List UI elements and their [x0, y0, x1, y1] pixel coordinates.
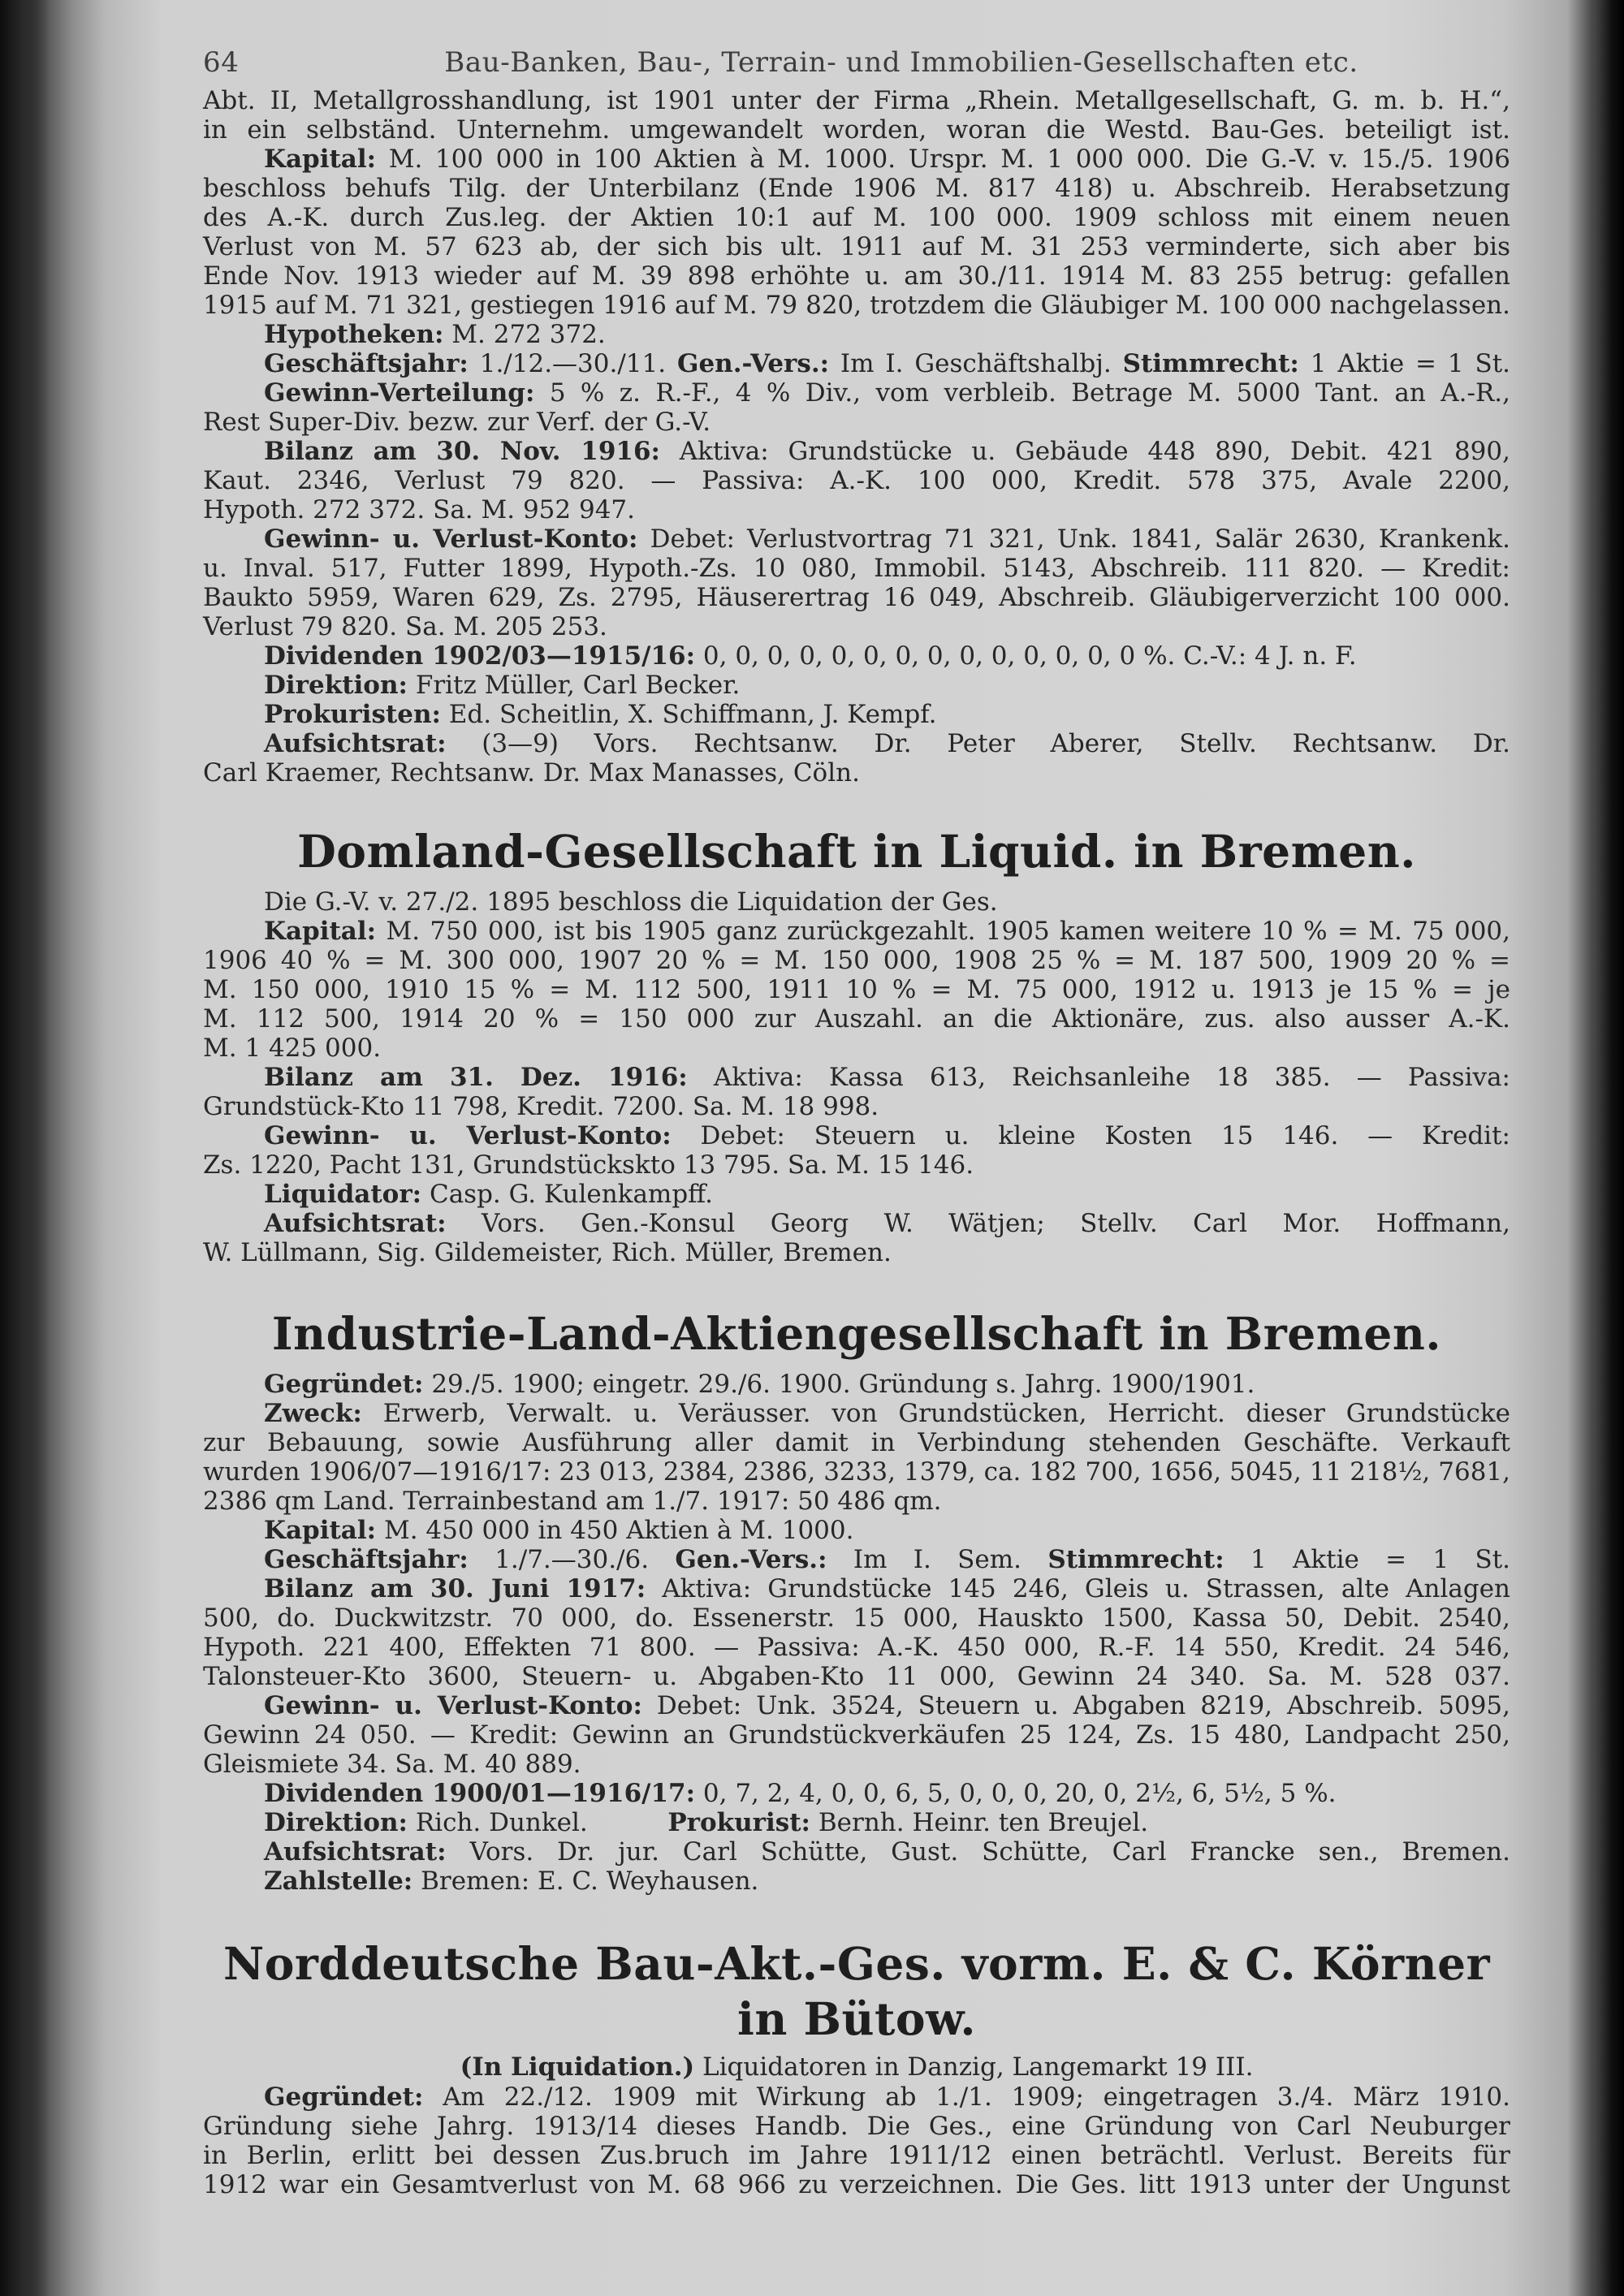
field-label: Stimmrecht:: [1122, 349, 1299, 378]
section-title: Norddeutsche Bau-Akt.-Ges. vorm. E. & C. Körner in Bütow.: [222, 1937, 1491, 2045]
running-title: Bau-Banken, Bau-, Terrain- und Immobilien-Gesellschaften etc.: [444, 46, 1358, 79]
field-label: Gewinn- u. Verlust-Konto:: [264, 1121, 672, 1150]
text-line: Gewinn-Verteilung: 5 % z. R.-F., 4 % Div., vom verbleib. Betrage M. 5000 Tant. an A.-R.,: [264, 378, 1510, 408]
text-line: M. 1 425 000.: [203, 1034, 382, 1063]
text-line: Zs. 1220, Pacht 131, Grundstückskto 13 795. Sa. M. 15 146.: [203, 1150, 974, 1180]
field-label: Direktion:: [264, 1808, 408, 1837]
field-label: Kapital:: [264, 145, 377, 174]
text-line: in Berlin, erlitt bei dessen Zus.bruch im Jahre 1911/12 einen beträchtl. Verlust. Bereits für: [203, 2141, 1510, 2170]
text-line: Aufsichtsrat: Vors. Dr. jur. Carl Schütte, Gust. Schütte, Carl Francke sen., Bremen.: [264, 1837, 1510, 1867]
text-line: Aufsichtsrat: (3—9) Vors. Rechtsanw. Dr. Peter Aberer, Stellv. Rechtsanw. Dr.: [264, 729, 1510, 758]
text-line: Direktion: Rich. Dunkel. Prokurist: Bernh. Heinr. ten Breujel.: [264, 1808, 1149, 1837]
field-label: Gegründet:: [264, 1370, 424, 1399]
section-title: Domland-Gesellschaft in Liquid. in Bremen.: [297, 825, 1416, 878]
text-line: Gegründet: Am 22./12. 1909 mit Wirkung ab 1./1. 1909; eingetragen 3./4. März 1910.: [264, 2082, 1510, 2112]
field-label: Geschäftsjahr:: [264, 1545, 469, 1574]
text-line: Bilanz am 31. Dez. 1916: Aktiva: Kassa 613, Reichsanleihe 18 385. — Passiva:: [264, 1063, 1510, 1092]
text-line: Gewinn 24 050. — Kredit: Gewinn an Grundstückverkäufen 25 124, Zs. 15 480, Landpacht 250,: [203, 1720, 1510, 1750]
field-label: Direktion:: [264, 671, 408, 700]
text-line: Verlust von M. 57 623 ab, der sich bis ult. 1911 auf M. 31 253 verminderte, sich aber bis: [203, 232, 1510, 261]
section-domland-gesellschaft: [203, 824, 1510, 1267]
text-line: Kaut. 2346, Verlust 79 820. — Passiva: A.-K. 100 000, Kredit. 578 375, Avale 2200,: [203, 466, 1510, 495]
field-label: Zweck:: [264, 1399, 362, 1428]
text-line: Talonsteuer-Kto 3600, Steuern- u. Abgaben-Kto 11 000, Gewinn 24 340. Sa. M. 528 037.: [203, 1662, 1510, 1691]
running-header: [203, 39, 1510, 86]
field-label: Dividenden 1902/03—1915/16:: [264, 641, 696, 671]
text-line: Carl Kraemer, Rechtsanw. Dr. Max Manasses, Cöln.: [203, 758, 860, 788]
field-label: Kapital:: [264, 1516, 377, 1545]
text-line: Ende Nov. 1913 wieder auf M. 39 898 erhöhte u. am 30./11. 1914 M. 83 255 betrug: gefallen: [203, 261, 1510, 291]
text-line: 1906 40 % = M. 300 000, 1907 20 % = M. 150 000, 1908 25 % = M. 187 500, 1909 20 % =: [203, 946, 1510, 975]
field-label: Bilanz am 31. Dez. 1916:: [264, 1063, 688, 1092]
text-line: Grundstück-Kto 11 798, Kredit. 7200. Sa. M. 18 998.: [203, 1092, 879, 1121]
field-label: Gewinn- u. Verlust-Konto:: [264, 524, 638, 554]
text-line: Gewinn- u. Verlust-Konto: Debet: Unk. 3524, Steuern u. Abgaben 8219, Abschreib. 5095,: [264, 1691, 1510, 1720]
text-line: Rest Super-Div. bezw. zur Verf. der G.-V.: [203, 408, 711, 437]
text-line: Dividenden 1900/01—1916/17: 0, 7, 2, 4, 0, 0, 6, 5, 0, 0, 0, 20, 0, 2½, 6, 5½, 5 %.: [264, 1779, 1337, 1808]
page-number: 64: [203, 46, 240, 79]
liquidation-label: (In Liquidation.): [460, 2052, 695, 2082]
section-title: Industrie-Land-Aktiengesellschaft in Bremen.: [271, 1307, 1442, 1360]
text-line: wurden 1906/07—1916/17: 23 013, 2384, 2386, 3233, 1379, ca. 182 700, 1656, 5045, 11 218½, 7681,: [203, 1457, 1510, 1487]
text-line: in ein selbständ. Unternehm. umgewandelt worden, woran die Westd. Bau-Ges. beteiligt ist.: [203, 115, 1510, 145]
text-line: Kapital: M. 450 000 in 450 Aktien à M. 1000.: [264, 1516, 854, 1545]
text-line: beschloss behufs Tilg. der Unterbilanz (Ende 1906 M. 817 418) u. Abschreib. Herabsetzung: [203, 174, 1510, 203]
field-label: Dividenden 1900/01—1916/17:: [264, 1779, 696, 1808]
field-label: Aufsichtsrat:: [264, 1209, 447, 1238]
text-line: 500, do. Duckwitzstr. 70 000, do. Essenerstr. 15 000, Hauskto 1500, Kassa 50, Debit. 2540,: [203, 1603, 1510, 1633]
text-line: Bilanz am 30. Juni 1917: Aktiva: Grundstücke 145 246, Gleis u. Strassen, alte Anlagen: [264, 1574, 1511, 1603]
text-line: 1912 war ein Gesamtverlust von M. 68 966 zu verzeichnen. Die Ges. litt 1913 unter der Ungunst: [203, 2170, 1510, 2199]
field-label: Gegründet:: [264, 2082, 424, 2112]
text-line: Gleismiete 34. Sa. M. 40 889.: [203, 1750, 581, 1779]
text-line: Gewinn- u. Verlust-Konto: Debet: Steuern u. kleine Kosten 15 146. — Kredit:: [264, 1121, 1510, 1150]
text-line: Liquidator: Casp. G. Kulenkampff.: [264, 1180, 713, 1209]
text-line: Baukto 5959, Waren 629, Zs. 2795, Häuserertrag 16 049, Abschreib. Gläubigerverzicht 100 000.: [203, 583, 1510, 612]
field-label: Gen.-Vers.:: [676, 349, 830, 378]
field-label: Gewinn-Verteilung:: [264, 378, 535, 408]
section-subtitle: (In Liquidation.) Liquidatoren in Danzig, Langemarkt 19 III.: [460, 2052, 1254, 2082]
text-line: zur Bebauung, sowie Ausführung aller damit in Verbindung stehenden Geschäfte. Verkauft: [203, 1428, 1510, 1457]
text-line: Verlust 79 820. Sa. M. 205 253.: [203, 612, 607, 641]
text-line: Geschäftsjahr: 1./12.—30./11. Gen.-Vers.: Im I. Geschäftshalbj. Stimmrecht: 1 Aktie = 1 St.: [264, 349, 1511, 378]
field-label: Gen.-Vers.:: [675, 1545, 827, 1574]
text-line: des A.-K. durch Zus.leg. der Aktien 10:1 auf M. 100 000. 1909 schloss mit einem neuen: [203, 203, 1510, 232]
field-label: Zahlstelle:: [264, 1867, 413, 1896]
text-line: M. 112 500, 1914 20 % = 150 000 zur Auszahl. an die Aktionäre, zus. also ausser A.-K.: [203, 1004, 1510, 1034]
text-line: Prokuristen: Ed. Scheitlin, X. Schiffmann, J. Kempf.: [264, 700, 937, 729]
text-line: Bilanz am 30. Nov. 1916: Aktiva: Grundstücke u. Gebäude 448 890, Debit. 421 890,: [264, 437, 1510, 466]
page-content: [203, 39, 1510, 2199]
text-line: 2386 qm Land. Terrainbestand am 1./7. 1917: 50 486 qm.: [203, 1487, 942, 1516]
text-line: Hypotheken: M. 272 372.: [264, 320, 606, 349]
text-line: Kapital: M. 100 000 in 100 Aktien à M. 1000. Urspr. M. 1 000 000. Die G.-V. v. 15./5. 1906: [264, 145, 1510, 174]
field-label: Aufsichtsrat:: [264, 729, 447, 758]
text-line: Gewinn- u. Verlust-Konto: Debet: Verlustvortrag 71 321, Unk. 1841, Salär 2630, Krankenk.: [264, 524, 1511, 554]
field-label: Kapital:: [264, 917, 377, 946]
text-line: Dividenden 1902/03—1915/16: 0, 0, 0, 0, 0, 0, 0, 0, 0, 0, 0, 0, 0, 0 %. C.-V.: 4 J. n. F.: [264, 641, 1357, 671]
text-line: Zweck: Erwerb, Verwalt. u. Veräusser. von Grundstücken, Herricht. dieser Grundstücke: [264, 1399, 1510, 1428]
text-line: Gegründet: 29./5. 1900; eingetr. 29./6. 1900. Gründung s. Jahrg. 1900/1901.: [264, 1370, 1255, 1399]
field-label: Prokurist:: [667, 1808, 811, 1837]
page-shadow-right: [1593, 0, 1624, 2296]
field-label: Stimmrecht:: [1047, 1545, 1224, 1574]
page-shadow-left: [0, 0, 49, 2296]
text-line: Direktion: Fritz Müller, Carl Becker.: [264, 671, 741, 700]
text-line: Gründung siehe Jahrg. 1913/14 dieses Handb. Die Ges., eine Gründung von Carl Neuburger: [203, 2112, 1510, 2141]
text-line: Hypoth. 221 400, Effekten 71 800. — Passiva: A.-K. 450 000, R.-F. 14 550, Kredit. 24 546,: [203, 1633, 1510, 1662]
text-line: Zahlstelle: Bremen: E. C. Weyhausen.: [264, 1867, 759, 1896]
text-line: Kapital: M. 750 000, ist bis 1905 ganz zurückgezahlt. 1905 kamen weitere 10 % = M. 75 000,: [264, 917, 1510, 946]
field-label: Aufsichtsrat:: [264, 1837, 447, 1867]
text-line: 1915 auf M. 71 321, gestiegen 1916 auf M. 79 820, trotzdem die Gläubiger M. 100 000 nachgelassen.: [203, 291, 1510, 320]
field-label: Geschäftsjahr:: [264, 349, 469, 378]
field-label: Gewinn- u. Verlust-Konto:: [264, 1691, 642, 1720]
text-line: Die G.-V. v. 27./2. 1895 beschloss die Liquidation der Ges.: [264, 887, 998, 917]
text-line: Aufsichtsrat: Vors. Gen.-Konsul Georg W. Wätjen; Stellv. Carl Mor. Hoffmann,: [264, 1209, 1510, 1238]
text-line: Hypoth. 272 372. Sa. M. 952 947.: [203, 495, 636, 524]
section-westd-bau-ges-continued: [203, 86, 1510, 788]
field-label: Bilanz am 30. Nov. 1916:: [264, 437, 660, 466]
text-line: Geschäftsjahr: 1./7.—30./6. Gen.-Vers.: Im I. Sem. Stimmrecht: 1 Aktie = 1 St.: [264, 1545, 1511, 1574]
text-line: Abt. II, Metallgrosshandlung, ist 1901 unter der Firma „Rhein. Metallgesellschaft, G. m. b. H.“,: [203, 86, 1510, 115]
section-industrie-land-ag: [203, 1306, 1510, 1896]
text-line: u. Inval. 517, Futter 1899, Hypoth.-Zs. 10 080, Immobil. 5143, Abschreib. 111 820. — Kredit:: [203, 554, 1510, 583]
field-label: Liquidator:: [264, 1180, 422, 1209]
field-label: Bilanz am 30. Juni 1917:: [264, 1574, 646, 1603]
section-norddeutsche-bau-akt-ges: [203, 1936, 1510, 2199]
field-label: Hypotheken:: [264, 320, 444, 349]
text-line: W. Lüllmann, Sig. Gildemeister, Rich. Müller, Bremen.: [203, 1238, 892, 1267]
text-line: M. 150 000, 1910 15 % = M. 112 500, 1911 10 % = M. 75 000, 1912 u. 1913 je 15 % = je: [203, 975, 1510, 1004]
field-label: Prokuristen:: [264, 700, 441, 729]
